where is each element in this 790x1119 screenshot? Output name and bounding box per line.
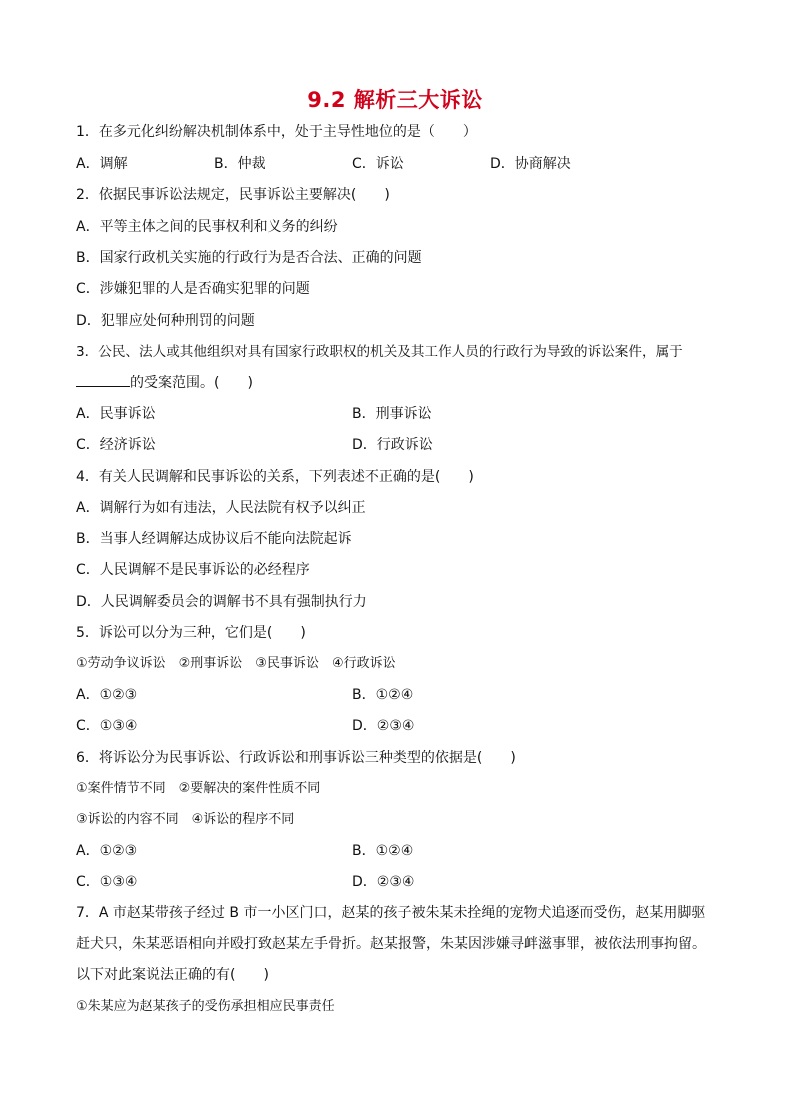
question-5-stem: 5．诉讼可以分为三种，它们是( ) [76,625,306,641]
question-5-option-d: D．②③④ [352,718,415,734]
question-3-option-c: C．经济诉讼 [76,437,156,453]
question-4-stem: 4．有关人民调解和民事诉讼的关系，下列表述不正确的是( ) [76,469,474,485]
question-7-item-1: ①朱某应为赵某孩子的受伤承担相应民事责任 [76,999,335,1014]
answer-blank [76,374,130,387]
question-6-option-a: A．①②③ [76,843,138,859]
question-6-option-c: C．①③④ [76,874,138,890]
question-3-stem-tail: 的受案范围。( ) [130,375,253,391]
question-2-option-b: B．国家行政机关实施的行政行为是否合法、正确的问题 [76,250,422,266]
question-3-option-b: B．刑事诉讼 [352,406,432,422]
question-5-option-b: B．①②④ [352,687,414,703]
question-6-items-line-1: ①案件情节不同 ②要解决的案件性质不同 [76,781,321,796]
question-4-option-d: D．人民调解委员会的调解书不具有强制执行力 [76,594,367,610]
question-3-option-a: A．民事诉讼 [76,406,156,422]
question-6-option-b: B．①②④ [352,843,414,859]
question-6-stem: 6．将诉讼分为民事诉讼、行政诉讼和刑事诉讼三种类型的依据是( ) [76,750,516,766]
question-5-option-a: A．①②③ [76,687,138,703]
question-4-option-b: B．当事人经调解达成协议后不能向法院起诉 [76,531,352,547]
question-2-option-a: A．平等主体之间的民事权利和义务的纠纷 [76,219,338,235]
question-1-option-d: D．协商解决 [490,156,571,172]
question-4-option-c: C．人民调解不是民事诉讼的必经程序 [76,562,310,578]
question-2-option-c: C．涉嫌犯罪的人是否确实犯罪的问题 [76,281,310,297]
question-3-stem-line-1: 3．公民、法人或其他组织对具有国家行政职权的机关及其工作人员的行政行为导致的诉讼案件，属于 [76,344,683,360]
question-7-stem: 7．A 市赵某带孩子经过 B 市一小区门口，赵某的孩子被朱某未拴绳的宠物犬追逐而受伤，赵某用脚驱赶犬只，朱某恶语相向并殴打致赵某左手骨折。赵某报警，朱某因涉嫌寻衅滋事罪，被依法刑事拘留。以下对此案说法正确的有( ) [76,905,706,983]
question-6-items-line-2: ③诉讼的内容不同 ④诉讼的程序不同 [76,812,295,827]
question-3-option-d: D．行政诉讼 [352,437,433,453]
question-2-option-d: D．犯罪应处何种刑罚的问题 [76,313,255,329]
question-1-stem: 1．在多元化纠纷解决机制体系中，处于主导性地位的是（ ） [76,124,477,140]
question-3-stem-line-2 [76,374,253,392]
question-5-items: ①劳动争议诉讼 ②刑事诉讼 ③民事诉讼 ④行政诉讼 [76,656,396,671]
document-title: 9.2 解析三大诉讼 [307,88,483,112]
question-1-option-a: A．调解 [76,156,128,172]
question-1-option-b: B．仲裁 [214,156,266,172]
question-4-option-a: A．调解行为如有违法，人民法院有权予以纠正 [76,500,366,516]
question-2-stem: 2．依据民事诉讼法规定，民事诉讼主要解决( ) [76,187,390,203]
question-6-option-d: D．②③④ [352,874,415,890]
question-5-option-c: C．①③④ [76,718,138,734]
question-1-option-c: C．诉讼 [352,156,404,172]
